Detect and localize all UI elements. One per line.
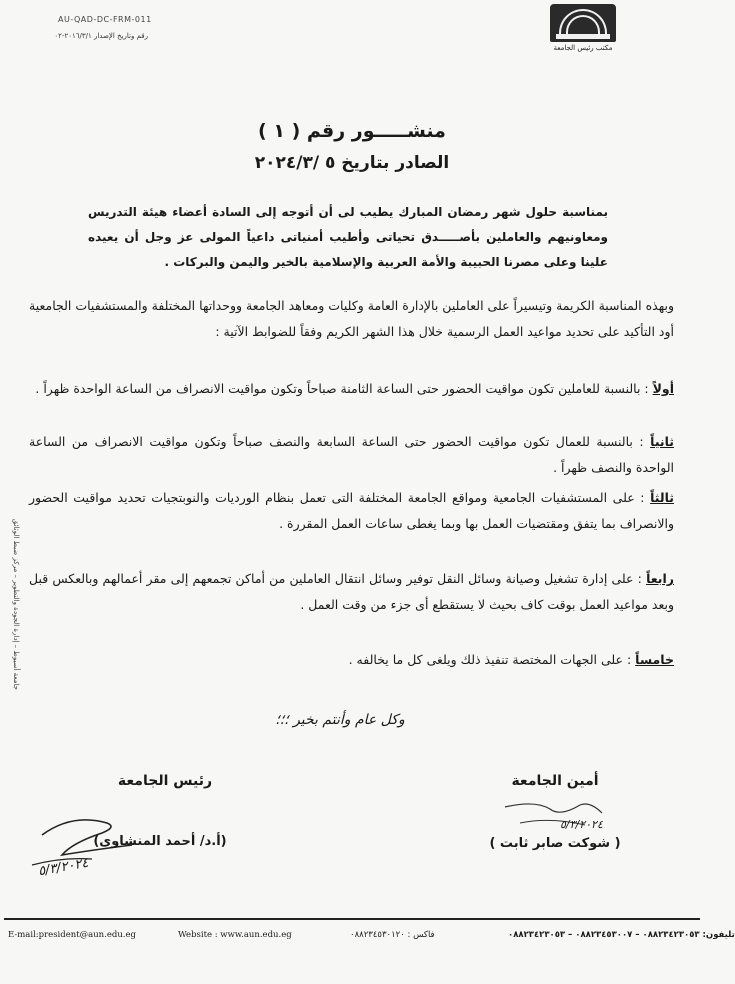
president-name: (أ.د/ أحمد المنشاوى) <box>93 834 227 849</box>
side-margin-note: جامعة أسيوط – إدارة الجودة والتطوير – مركز ضبط الوثائق <box>12 518 20 690</box>
list-item <box>29 566 674 618</box>
list-item <box>29 647 674 673</box>
university-logo <box>550 4 616 42</box>
form-code: AU-QAD-DC-FRM-011 <box>58 15 152 24</box>
item-text: : بالنسبة للعاملين تكون مواقيت الحضور حتى الساعة الثامنة صباحاً وتكون مواقيت الانصراف من الساعة الواحدة ظهراً . <box>35 381 649 396</box>
list-item <box>29 376 674 402</box>
item-text: : على الجهات المختصة تنفيذ ذلك ويلغى كل ما يخالفه . <box>348 652 632 667</box>
circular-title: منشـــــور رقم ( ١ ) <box>258 120 446 142</box>
president-date: ٥/٣/٢٠٢٤ <box>37 855 90 880</box>
footer-divider <box>4 918 700 920</box>
footer-email[interactable]: E-mail:president@aun.edu.eg <box>8 930 136 940</box>
office-label: مكتب رئيس الجامعة <box>553 44 613 52</box>
item-text: : بالنسبة للعمال تكون مواقيت الحضور حتى الساعة السابعة والنصف صباحاً وتكون مواقيت الانصراف من الساعة الواحدة والنصف ظهراً . <box>29 434 674 475</box>
greeting-line: وكل عام وأنتم بخير ؛؛؛ <box>275 712 405 728</box>
list-item <box>29 429 674 481</box>
logo-base <box>556 34 610 39</box>
issue-label: رقم وتاريخ الإصدار ٢٠١٦/٣/١-٠٢ <box>54 32 148 40</box>
list-item <box>29 485 674 537</box>
secretary-name: ( شوكت صابر ثابت ) <box>489 836 621 851</box>
item-text: : على إدارة تشغيل وصيانة وسائل النقل توفير وسائل انتقال العاملين من أماكن تجمعهم إلى مقر أعمالهم وبالعكس قبل وبعد مواعيد العمل بوقت كاف بحيث لا يستقطع أى جزء من وقت العمل . <box>29 571 674 612</box>
main-paragraph: وبهذه المناسبة الكريمة وتيسيراً على العاملين بالإدارة العامة وكليات ومعاهد الجامعة ووحداتها المختلفة والمستشفيات الجامعية أود التأكيد على تحديد مواعيد العمل الرسمية خلال هذا الشهر الكريم وفقاً للضوابط الآتية : <box>29 298 674 339</box>
president-title: رئيس الجامعة <box>117 773 213 789</box>
secretary-title: أمين الجامعة <box>511 773 599 789</box>
footer-fax: فاكس : ٠٨٨٢٣٤٥٣٠١٢٠ <box>350 930 435 940</box>
intro-paragraph: بمناسبة حلول شهر رمضان المبارك يطيب لى أن أتوجه إلى السادة أعضاء هيئة التدريس ومعاونيهم والعاملين بأصـــــدق تحياتى وأطيب أمنياتى داعياً المولى عز وجل أن يعيده علينا وعلى مصرنا الحبيبة والأمة العربية والإسلامية بالخير واليمن والبركات . <box>88 205 608 269</box>
secretary-date: ٥/٣/٢٠٢٤ <box>560 818 603 831</box>
item-label: خامساً <box>635 652 674 667</box>
issued-date: الصادر بتاريخ ٥ /٢٠٢٤/٣ <box>254 153 450 173</box>
footer-phone: تليفون: ٠٨٨٢٣٤٢٣٠٥٣ – ٠٨٨٢٣٤٥٣٠٠٧ – ٠٨٨٢٣٤٢٣٠٥٣ <box>508 930 735 940</box>
item-text: : على المستشفيات الجامعية ومواقع الجامعة المختلفة التى تعمل بنظام الورديات والنوبتجيات تحديد مواقيت الحضور والانصراف بما يتفق ومقتضيات العمل بها وبما يغطى ساعات العمل المقررة . <box>29 490 674 531</box>
item-label: ثانياً <box>650 434 675 449</box>
footer-website[interactable]: Website : www.aun.edu.eg <box>178 930 292 940</box>
item-label: ثالثاً <box>650 490 674 505</box>
item-label: أولاً <box>652 381 674 396</box>
item-label: رابعاً <box>646 571 674 586</box>
